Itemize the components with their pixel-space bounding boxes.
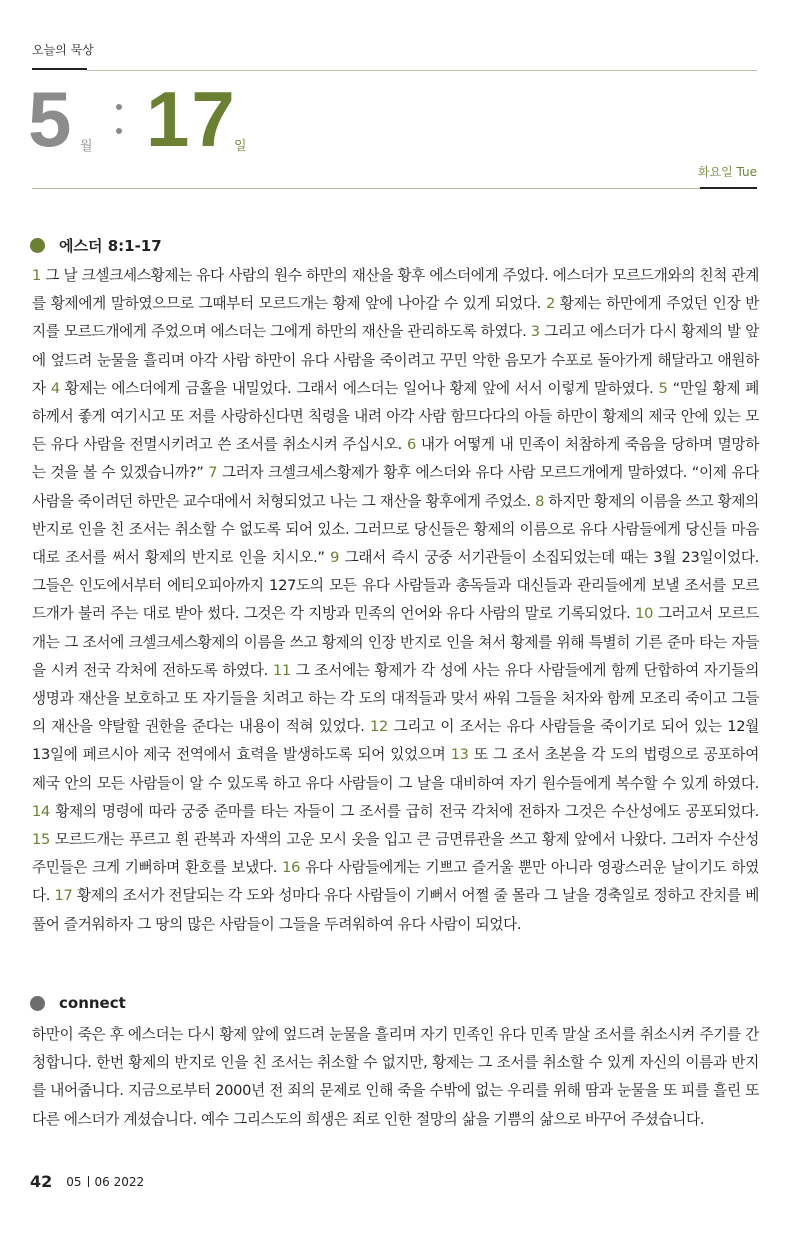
verse-text: 황제는 하만에게 주었던 인장 반지를 모르드개에게 주었으며 에스더는 그에게 하만의 재산을 관리하도록 하였다. [32, 295, 759, 341]
verse-number: 11 [272, 661, 291, 679]
verse-number: 9 [330, 549, 340, 567]
gray-dot-icon [30, 996, 45, 1011]
verse-number: 6 [406, 436, 416, 454]
verse-number: 17 [54, 887, 73, 905]
verse-text: 그리고 이 조서는 유다 사람들을 죽이기로 되어 있는 12월 13일에 페르시아 제국 전역에서 효력을 발생하도록 되어 있었으며 [32, 718, 759, 764]
green-dot-icon [30, 238, 45, 253]
date-colon [116, 104, 122, 138]
header-rule-top [87, 70, 757, 71]
verse-text: 그러고서 모르드개는 그 조서에 크셀크세스황제의 이름을 쓰고 황제의 인장 반지로 인을 쳐서 황제를 위해 특별히 기른 준마 타는 자들을 시켜 전국 각처에 전하도록 하였다. [32, 605, 759, 679]
verse-number: 12 [370, 718, 389, 736]
scripture-heading [30, 235, 162, 256]
section-label: 오늘의 묵상 [32, 43, 94, 57]
scripture-body [32, 262, 759, 939]
issue-date [66, 1175, 144, 1189]
footer [30, 1172, 144, 1191]
verse-text: 그리고 에스더가 다시 황제의 발 앞에 엎드려 눈물을 흘리며 아각 사람 하만이 유다 사람을 죽이려고 꾸민 악한 음모가 수포로 돌아가게 해달라고 애원하자 [32, 323, 759, 397]
verse-text: 황제의 명령에 따라 궁중 준마를 타는 자들이 그 조서를 급히 전국 각처에 전하자 그것은 수산성에도 공포되었다. [49, 802, 759, 820]
verse-text: 유다 사람들에게는 기쁘고 즐거울 뿐만 아니라 영광스러운 날이기도 하였다. [32, 859, 760, 905]
verse-number: 1 [32, 267, 41, 284]
verse-text: 황제의 조서가 전달되는 각 도와 성마다 유다 사람들이 기뻐서 어쩔 줄 몰라 그 날을 경축일로 정하고 잔치를 베풀어 즐거워하자 그 땅의 많은 사람들이 그들을 두려워하여 유다 사람이 되었다. [32, 887, 759, 933]
verse-text: 그러자 크셀크세스황제가 황후 에스더와 유다 사람 모르드개에게 말하였다. “이제 유다 사람을 죽이려던 하만은 교수대에서 처형되었고 나는 그 재산을 황후에게 주었소. [32, 464, 759, 510]
scripture-title: 에스더 8:1-17 [59, 237, 162, 255]
header-rule-bottom [32, 188, 700, 189]
verse-number: 10 [635, 605, 654, 623]
verse-number: 5 [658, 379, 668, 397]
page-number: 42 [30, 1172, 53, 1191]
verse-number: 8 [535, 492, 545, 510]
verse-text: 그 날 크셀크세스황제는 유다 사람의 원수 하만의 재산을 황후 에스더에게 주었다. 에스더가 모르드개와의 친척 관계를 황제에게 말하였으므로 그때부터 모르드개는 황제 앞에 나아갈 수 있게 되었다. [32, 267, 759, 313]
month-number: 5 [28, 75, 72, 163]
verse-text: “만일 황제 폐하께서 좋게 여기시고 또 저를 사랑하신다면 칙령을 내려 아각 사람 함므다다의 아들 하만이 황제의 제국 안에 있는 모든 유다 사람을 전멸시키려고 쓴 조서를 취소시켜 주십시오. [32, 379, 759, 454]
verse-text: 그 조서에는 황제가 각 성에 사는 유다 사람들에게 함께 단합하여 자기들의 생명과 재산을 보호하고 또 자기들을 치려고 하는 각 도의 대적들과 맞서 싸워 그들을 처자와 함께 모조리 죽이고 그들의 재산을 약탈할 권한을 준다는 내용이 적혀 있었다. [32, 661, 759, 736]
verse-number: 4 [50, 379, 60, 397]
verse-number: 7 [208, 464, 218, 482]
verse-number: 14 [32, 802, 50, 820]
issue-month: 05 [66, 1174, 82, 1189]
verse-number: 16 [282, 859, 301, 877]
month-unit: 월 [80, 139, 93, 154]
verse-text: 황제는 에스더에게 금홀을 내밀었다. 그래서 에스더는 일어나 황제 앞에 서서 이렇게 말하였다. [59, 379, 659, 397]
day-unit: 일 [234, 139, 247, 154]
verse-number: 2 [545, 295, 555, 313]
label-underline [32, 68, 87, 70]
weekday: 화요일 Tue [697, 165, 757, 179]
verse-number: 3 [530, 323, 540, 341]
verse-number: 13 [450, 746, 469, 764]
verse-text: 하지만 황제의 이름을 쓰고 황제의 반지로 인을 친 조서는 취소할 수 없도록 되어 있소. 그러므로 당신들은 황제의 이름으로 유다 사람들에게 당신들 마음대로 조서를 써서 황제의 반지로 인을 치시오.” [32, 492, 759, 567]
connect-title: connect [59, 994, 126, 1012]
verse-text: 모르드개는 푸르고 흰 관복과 자색의 고운 모시 옷을 입고 큰 금면류관을 쓰고 황제 앞에서 나왔다. 그러자 수산성 주민들은 크게 기뻐하며 환호를 보냈다. [32, 831, 759, 877]
verse-text: 또 그 조서 초본을 각 도의 법령으로 공포하여 제국 안의 모든 사람들이 알 수 있도록 하고 유다 사람들이 그 날을 대비하여 자기 원수들에게 복수할 수 있게 하였다. [32, 746, 759, 792]
weekday-underline [700, 187, 757, 189]
verse-text: 그래서 즉시 궁중 서기관들이 소집되었는데 때는 3월 23일이었다. 그들은 인도에서부터 에티오피아까지 127도의 모든 유다 사람들과 총독들과 대신들과 관리들에게 보낼 조서를 모르드개가 불러 주는 대로 받아 썼다. 그것은 각 지방과 민족의 언어와 유다 사람의 말로 기록되었다. [32, 549, 759, 623]
day-number: 17 [146, 75, 237, 163]
verse-number: 15 [32, 831, 50, 849]
verse-text: 내가 어떻게 내 민족이 처참하게 죽음을 당하며 멸망하는 것을 볼 수 있겠습니까?” [32, 436, 759, 482]
connect-heading [30, 994, 126, 1012]
connect-body: 하만이 죽은 후 에스더는 다시 황제 앞에 엎드려 눈물을 흘리며 자기 민족인 유다 민족 말살 조서를 취소시켜 주기를 간청합니다. 한번 황제의 반지로 인을 친 조서는 취소할 수 없지만, 황제는 그 조서를 취소할 수 있게 자신의 이름과 반지를 내어줍니다. 지금으로부터 2000년 전 죄의 문제로 인해 죽을 수밖에 없는 우리를 위해 땀과 눈물을 또 피를 흘린 또 다른 에스더가 계셨습니다. 예수 그리스도의 희생은 죄로 인한 절망의 삶을 기쁨의 삶으로 바꾸어 주셨습니다. [32, 1026, 759, 1128]
issue-year: 06 2022 [94, 1174, 145, 1189]
